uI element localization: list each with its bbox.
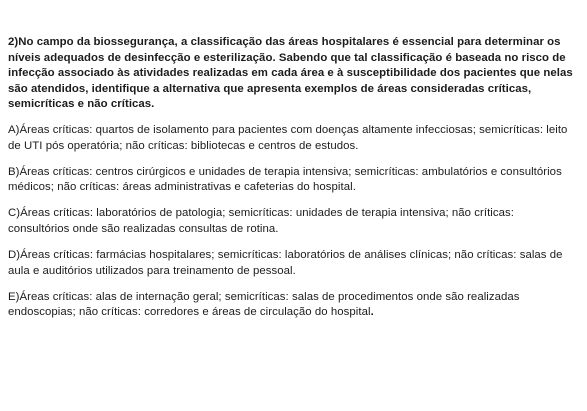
option-a[interactable] bbox=[8, 123, 578, 154]
option-c-text: Áreas críticas: laboratórios de patologia; semicríticas: unidades de terapia intensiva; não críticas: consultórios onde são realizadas consultas de rotina. bbox=[8, 207, 514, 235]
option-c[interactable] bbox=[8, 206, 578, 237]
option-a-text: Áreas críticas: quartos de isolamento para pacientes com doenças altamente infecciosas; semicríticas: leito de UTI pós operatória; não críticas: bibliotecas e centros de estudos. bbox=[8, 123, 568, 152]
option-b-text: Áreas críticas: centros cirúrgicos e unidades de terapia intensiva; semicríticas: ambulatórios e consultórios médicos; não críticas: áreas administrativas e cafeterias do hospital. bbox=[8, 165, 562, 194]
option-b[interactable] bbox=[8, 165, 578, 196]
option-d[interactable] bbox=[8, 248, 578, 279]
option-e[interactable] bbox=[8, 290, 578, 321]
question-statement: 2)No campo da biossegurança, a classificação das áreas hospitalares é essencial para determinar os níveis adequados de desinfecção e esterilização. Sabendo que tal classificação é baseada no risco de infecção associado às atividades realizadas em cada área e à susceptibilidade dos pacientes que nelas são atendidos, identifique a alternativa que apresenta exemplos de áreas consideradas críticas, semicríticas e não críticas. bbox=[8, 36, 573, 111]
option-a-letter: A) bbox=[8, 123, 20, 136]
option-e-trailing-period: . bbox=[370, 306, 374, 319]
question-document bbox=[8, 35, 578, 331]
option-d-letter: D) bbox=[8, 249, 21, 262]
option-c-letter: C) bbox=[8, 207, 21, 220]
option-e-letter: E) bbox=[8, 290, 20, 303]
option-b-letter: B) bbox=[8, 165, 20, 178]
option-e-text: Áreas críticas: alas de internação geral; semicríticas: salas de procedimentos onde são realizadas endoscopias; não críticas: corredores e áreas de circulação do hospital bbox=[8, 290, 520, 319]
option-d-text: Áreas críticas: farmácias hospitalares; semicríticas: laboratórios de análises clínicas; não críticas: salas de aula e auditórios utilizados para treinamento de pessoal. bbox=[8, 249, 563, 277]
